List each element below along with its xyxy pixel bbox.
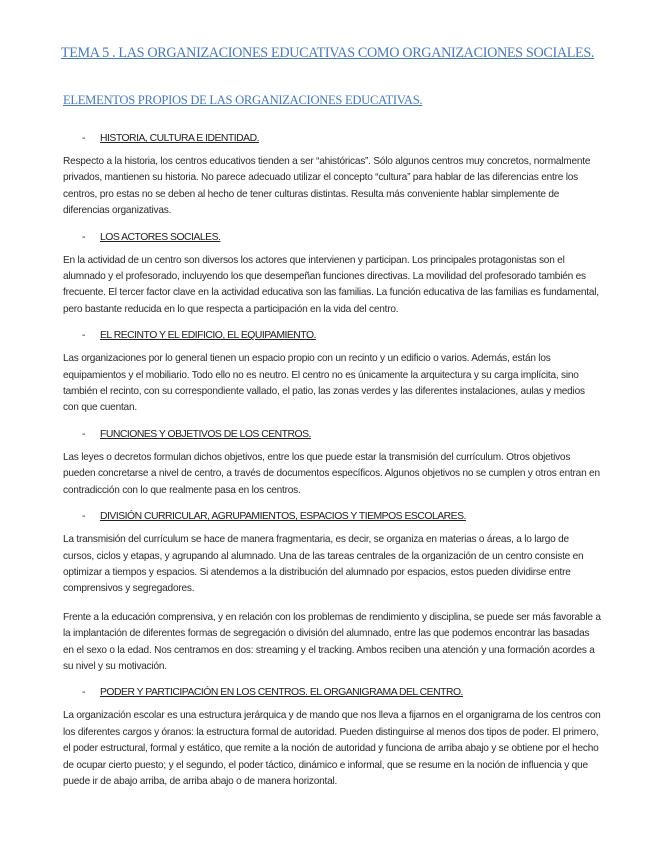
body-paragraph: En la actividad de un centro son diversos los actores que intervienen y participan. Los principales protagonistas son el alumnado y el profesorado, incluyendo los que desempeñan funciones directivas. La movilidad del profesorado también es frecuente. El tercer factor clave en la actividad educativa son las familias. La función educativa de las familias es fundamental, pero bastante reducida en lo que respecta a participación en la vida del centro. xyxy=(63,254,599,315)
subsection-heading-label: DIVISIÓN CURRICULAR, AGRUPAMIENTOS, ESPACIOS Y TIEMPOS ESCOLARES. xyxy=(100,511,466,523)
bullet-dash: - xyxy=(82,428,85,440)
subsection-heading xyxy=(82,429,601,440)
subsection-heading xyxy=(82,511,601,522)
subsection-heading-label: HISTORIA, CULTURA E IDENTIDAD. xyxy=(100,133,259,144)
document-body xyxy=(63,133,601,802)
bullet-dash: - xyxy=(82,687,85,699)
body-paragraph: Las organizaciones por lo general tienen un espacio propio con un recinto y un edificio o varios. Además, están los equipamientos y el mobiliario. Todo ello no es neutro. El centro no es únicamente la arquitectura y su carga implícita, sino también el recinto, con su correspondiente vallado, el patio, las zonas verdes y las diferentes instalaciones, aulas y medios con que cuentan. xyxy=(63,353,585,414)
subsection-heading xyxy=(82,330,601,341)
subsection-heading-label: EL RECINTO Y EL EDIFICIO, EL EQUIPAMIENTO. xyxy=(100,330,316,342)
bullet-dash: - xyxy=(82,133,85,144)
bullet-dash: - xyxy=(82,330,85,342)
subsection-heading-label: FUNCIONES Y OBJETIVOS DE LOS CENTROS. xyxy=(100,428,311,440)
bullet-dash: - xyxy=(82,231,85,243)
subsection-heading xyxy=(82,232,601,243)
bullet-dash: - xyxy=(82,511,85,523)
body-paragraph: Las leyes o decretos formulan dichos objetivos, entre los que puede estar la transmisión del currículum. Otros objetivos pueden concretarse a nivel de centro, a través de documentos específicos. Algunos objetivos no se cumplen y otros entran en contradicción con lo que realmente pasa en los centros. xyxy=(63,451,600,496)
subsection-heading xyxy=(82,133,601,144)
document-title: TEMA 5 . LAS ORGANIZACIONES EDUCATIVAS COMO ORGANIZACIONES SOCIALES. xyxy=(60,45,595,61)
subsection-heading-label: PODER Y PARTICIPACIÓN EN LOS CENTROS. EL ORGANIGRAMA DEL CENTRO. xyxy=(100,687,463,699)
body-paragraph: La transmisión del currículum se hace de manera fragmentaria, es decir, se organiza en materias o áreas, a lo largo de cursos, ciclos y etapas, y agrupando al alumnado. Una de las tareas centrales de la organización de un centro consiste en optimizar a tiempos y espacios. Si atendemos a la distribución del alumnado por espacios, estos pueden dividirse entre comprensivos y segregadores. xyxy=(63,534,584,595)
body-paragraph: Respecto a la historia, los centros educativos tienden a ser “ahistóricas”. Sólo algunos centros muy concretos, normalmente privados, mantienen su historia. No parece adecuado utilizar el concepto “cultura” para hablar de las diferencias entre los centros, pro estas no se deben al hecho de tener culturas distintas. Resulta más conveniente hablar simplemente de diferencias organizativas. xyxy=(63,156,591,217)
section-heading: ELEMENTOS PROPIOS DE LAS ORGANIZACIONES EDUCATIVAS. xyxy=(63,93,423,107)
body-paragraph: La organización escolar es una estructura jerárquica y de mando que nos lleva a fijarnos en el organigrama de los centros con los diferentes cargos y óranos: la estructura formal de autoridad. Pueden distinguirse al menos dos tipos de poder. El primero, el poder estructural, formal y estático, que remite a la noción de autoridad y funciona de arriba abajo y se obtiene por el hecho de ocupar cierto puesto; y el segundo, el poder táctico, dinámico e informal, que se resume en la noción de influencia y que puede ir de abajo arriba, de arriba abajo o de manera horizontal. xyxy=(63,710,601,787)
subsection-heading-label: LOS ACTORES SOCIALES. xyxy=(100,231,221,243)
subsection-heading xyxy=(82,687,601,698)
body-paragraph: Frente a la educación comprensiva, y en relación con los problemas de rendimiento y disciplina, se puede ser más favorable a la implantación de diferentes formas de segregación o división del alumnado, entre las que podemos encontrar las basadas en el sexo o la edad. Nos centramos en dos: streaming y el tracking. Ambos reciben una atención y una formación acordes a su nivel y su motivación. xyxy=(63,611,601,672)
